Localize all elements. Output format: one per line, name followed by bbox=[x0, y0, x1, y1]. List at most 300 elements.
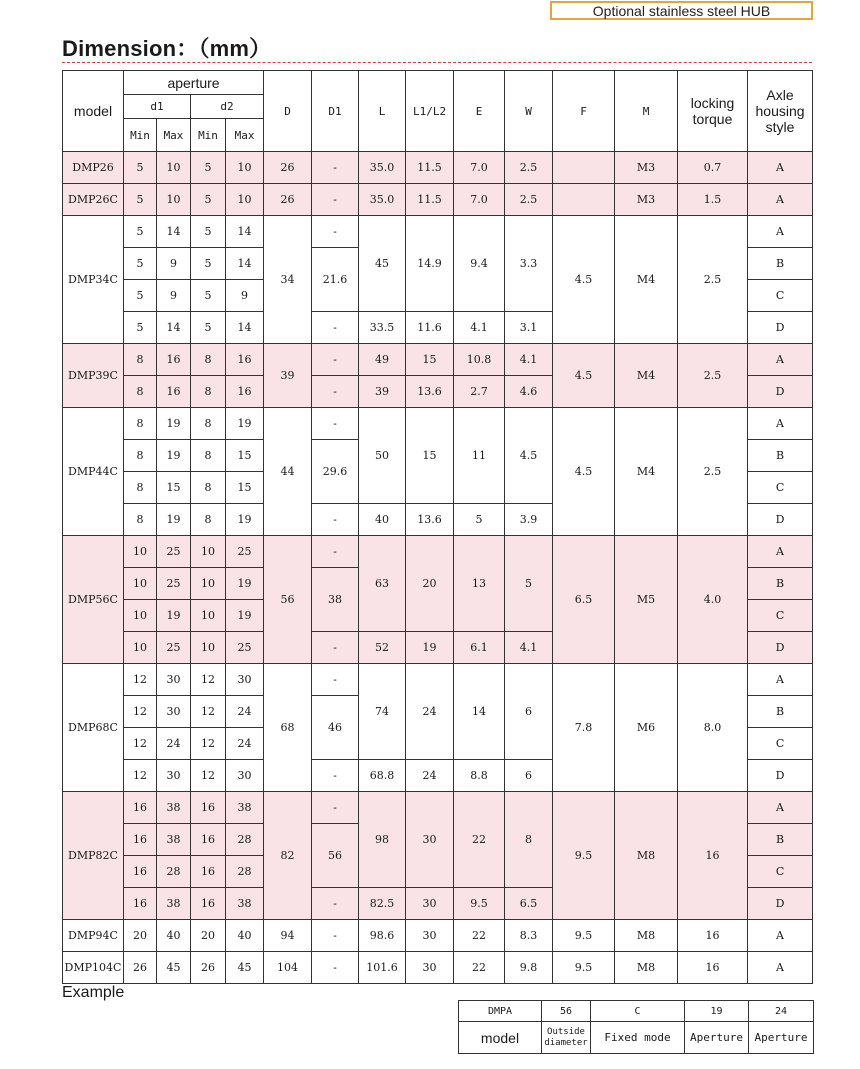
header-d2-max: Max bbox=[226, 119, 264, 152]
header-d1-max: Max bbox=[157, 119, 191, 152]
d2-max-cell: 30 bbox=[226, 760, 264, 792]
d2-min-cell: 5 bbox=[191, 184, 226, 216]
D1-cell: - bbox=[312, 536, 359, 568]
header-axle-housing-style: Axle housing style bbox=[748, 71, 813, 152]
F-cell: 4.5 bbox=[553, 216, 615, 344]
L1L2-cell: 11.5 bbox=[406, 152, 454, 184]
header-model: model bbox=[63, 71, 124, 152]
header-F: F bbox=[553, 71, 615, 152]
d1-max-cell: 38 bbox=[157, 888, 191, 920]
d2-max-cell: 25 bbox=[226, 632, 264, 664]
locking-torque-cell: 16 bbox=[678, 792, 748, 920]
d2-max-cell: 9 bbox=[226, 280, 264, 312]
d2-min-cell: 8 bbox=[191, 408, 226, 440]
axle-housing-style-cell: A bbox=[748, 184, 813, 216]
locking-torque-cell: 8.0 bbox=[678, 664, 748, 792]
M-cell: M4 bbox=[615, 216, 678, 344]
axle-housing-style-cell: B bbox=[748, 568, 813, 600]
D-cell: 82 bbox=[264, 792, 312, 920]
table-row bbox=[63, 536, 813, 568]
axle-housing-style-cell: D bbox=[748, 504, 813, 536]
d2-min-cell: 16 bbox=[191, 824, 226, 856]
d2-min-cell: 8 bbox=[191, 504, 226, 536]
W-cell: 3.9 bbox=[505, 504, 553, 536]
F-cell bbox=[553, 152, 615, 184]
example-aperture-2-value: 24 bbox=[749, 1001, 814, 1022]
L1L2-cell: 11.5 bbox=[406, 184, 454, 216]
D1-cell: 38 bbox=[312, 568, 359, 632]
L1L2-cell: 19 bbox=[406, 632, 454, 664]
L1L2-cell: 30 bbox=[406, 952, 454, 984]
M-cell: M3 bbox=[615, 152, 678, 184]
E-cell: 5 bbox=[454, 504, 505, 536]
axle-housing-style-cell: A bbox=[748, 792, 813, 824]
W-cell: 9.8 bbox=[505, 952, 553, 984]
d2-min-cell: 5 bbox=[191, 248, 226, 280]
L1L2-cell: 13.6 bbox=[406, 504, 454, 536]
E-cell: 10.8 bbox=[454, 344, 505, 376]
L-cell: 50 bbox=[359, 408, 406, 504]
D1-cell: - bbox=[312, 376, 359, 408]
E-cell: 22 bbox=[454, 920, 505, 952]
example-model-value: DMPA bbox=[459, 1001, 542, 1022]
axle-housing-style-cell: C bbox=[748, 472, 813, 504]
D1-cell: - bbox=[312, 664, 359, 696]
axle-housing-style-cell: A bbox=[748, 408, 813, 440]
D1-cell: - bbox=[312, 792, 359, 824]
W-cell: 8 bbox=[505, 792, 553, 888]
d2-max-cell: 16 bbox=[226, 344, 264, 376]
table-row bbox=[63, 792, 813, 824]
d1-min-cell: 8 bbox=[124, 504, 157, 536]
M-cell: M8 bbox=[615, 952, 678, 984]
d1-max-cell: 14 bbox=[157, 216, 191, 248]
d1-max-cell: 40 bbox=[157, 920, 191, 952]
locking-torque-cell: 2.5 bbox=[678, 344, 748, 408]
M-cell: M5 bbox=[615, 536, 678, 664]
d1-max-cell: 25 bbox=[157, 568, 191, 600]
d1-min-cell: 10 bbox=[124, 600, 157, 632]
D-cell: 104 bbox=[264, 952, 312, 984]
example-aperture-2-label: Aperture bbox=[749, 1022, 814, 1054]
L1L2-cell: 30 bbox=[406, 792, 454, 888]
locking-torque-cell: 2.5 bbox=[678, 408, 748, 536]
d1-max-cell: 28 bbox=[157, 856, 191, 888]
d2-max-cell: 25 bbox=[226, 536, 264, 568]
W-cell: 2.5 bbox=[505, 152, 553, 184]
d2-max-cell: 10 bbox=[226, 184, 264, 216]
E-cell: 8.8 bbox=[454, 760, 505, 792]
d1-min-cell: 5 bbox=[124, 184, 157, 216]
W-cell: 4.6 bbox=[505, 376, 553, 408]
example-fixed-mode-value: C bbox=[591, 1001, 685, 1022]
d1-min-cell: 5 bbox=[124, 312, 157, 344]
header-d2: d2 bbox=[191, 95, 264, 119]
d2-min-cell: 16 bbox=[191, 888, 226, 920]
d2-max-cell: 19 bbox=[226, 504, 264, 536]
d2-max-cell: 14 bbox=[226, 248, 264, 280]
header-d1-min: Min bbox=[124, 119, 157, 152]
d1-min-cell: 8 bbox=[124, 408, 157, 440]
d1-min-cell: 16 bbox=[124, 824, 157, 856]
D-cell: 68 bbox=[264, 664, 312, 792]
L-cell: 68.8 bbox=[359, 760, 406, 792]
d2-max-cell: 19 bbox=[226, 568, 264, 600]
axle-housing-style-cell: C bbox=[748, 728, 813, 760]
d1-min-cell: 12 bbox=[124, 760, 157, 792]
F-cell: 7.8 bbox=[553, 664, 615, 792]
header-W: W bbox=[505, 71, 553, 152]
header-d1: d1 bbox=[124, 95, 191, 119]
L-cell: 101.6 bbox=[359, 952, 406, 984]
D-cell: 44 bbox=[264, 408, 312, 536]
F-cell: 4.5 bbox=[553, 408, 615, 536]
d1-min-cell: 10 bbox=[124, 536, 157, 568]
locking-torque-cell: 2.5 bbox=[678, 216, 748, 344]
E-cell: 7.0 bbox=[454, 184, 505, 216]
F-cell bbox=[553, 184, 615, 216]
d1-min-cell: 5 bbox=[124, 248, 157, 280]
M-cell: M8 bbox=[615, 920, 678, 952]
locking-torque-cell: 16 bbox=[678, 920, 748, 952]
locking-torque-cell: 0.7 bbox=[678, 152, 748, 184]
page-title: Dimension：（mm） bbox=[62, 36, 272, 61]
E-cell: 22 bbox=[454, 792, 505, 888]
locking-torque-cell: 1.5 bbox=[678, 184, 748, 216]
header-D: D bbox=[264, 71, 312, 152]
header-M: M bbox=[615, 71, 678, 152]
F-cell: 9.5 bbox=[553, 952, 615, 984]
D1-cell: 46 bbox=[312, 696, 359, 760]
F-cell: 9.5 bbox=[553, 920, 615, 952]
d1-max-cell: 45 bbox=[157, 952, 191, 984]
L-cell: 35.0 bbox=[359, 184, 406, 216]
d1-max-cell: 15 bbox=[157, 472, 191, 504]
D-cell: 26 bbox=[264, 184, 312, 216]
model-cell: DMP39C bbox=[63, 344, 124, 408]
model-cell: DMP26 bbox=[63, 152, 124, 184]
E-cell: 13 bbox=[454, 536, 505, 632]
E-cell: 9.4 bbox=[454, 216, 505, 312]
F-cell: 4.5 bbox=[553, 344, 615, 408]
d1-max-cell: 30 bbox=[157, 696, 191, 728]
W-cell: 4.1 bbox=[505, 344, 553, 376]
model-cell: DMP94C bbox=[63, 920, 124, 952]
L-cell: 33.5 bbox=[359, 312, 406, 344]
d2-max-cell: 38 bbox=[226, 792, 264, 824]
L1L2-cell: 15 bbox=[406, 408, 454, 504]
d1-max-cell: 9 bbox=[157, 280, 191, 312]
model-cell: DMP104C bbox=[63, 952, 124, 984]
L1L2-cell: 14.9 bbox=[406, 216, 454, 312]
D1-cell: - bbox=[312, 920, 359, 952]
E-cell: 6.1 bbox=[454, 632, 505, 664]
model-cell: DMP34C bbox=[63, 216, 124, 344]
d1-min-cell: 8 bbox=[124, 344, 157, 376]
d2-max-cell: 15 bbox=[226, 440, 264, 472]
d2-min-cell: 10 bbox=[191, 632, 226, 664]
D-cell: 26 bbox=[264, 152, 312, 184]
d1-max-cell: 25 bbox=[157, 632, 191, 664]
d2-max-cell: 24 bbox=[226, 728, 264, 760]
model-cell: DMP44C bbox=[63, 408, 124, 536]
W-cell: 4.1 bbox=[505, 632, 553, 664]
d1-max-cell: 16 bbox=[157, 344, 191, 376]
header-E: E bbox=[454, 71, 505, 152]
D1-cell: - bbox=[312, 184, 359, 216]
E-cell: 2.7 bbox=[454, 376, 505, 408]
axle-housing-style-cell: B bbox=[748, 824, 813, 856]
example-outside-diameter-value: 56 bbox=[542, 1001, 591, 1022]
example-model-label: model bbox=[459, 1022, 542, 1054]
d2-min-cell: 16 bbox=[191, 792, 226, 824]
header-locking-torque: locking torque bbox=[678, 71, 748, 152]
W-cell: 4.5 bbox=[505, 408, 553, 504]
D1-cell: 56 bbox=[312, 824, 359, 888]
axle-housing-style-cell: A bbox=[748, 952, 813, 984]
L1L2-cell: 30 bbox=[406, 888, 454, 920]
d2-max-cell: 15 bbox=[226, 472, 264, 504]
axle-housing-style-cell: A bbox=[748, 344, 813, 376]
d2-max-cell: 16 bbox=[226, 376, 264, 408]
d2-min-cell: 8 bbox=[191, 344, 226, 376]
d1-min-cell: 12 bbox=[124, 696, 157, 728]
L1L2-cell: 13.6 bbox=[406, 376, 454, 408]
d2-max-cell: 14 bbox=[226, 216, 264, 248]
D1-cell: - bbox=[312, 152, 359, 184]
table-row bbox=[63, 344, 813, 376]
E-cell: 9.5 bbox=[454, 888, 505, 920]
L-cell: 45 bbox=[359, 216, 406, 312]
d1-max-cell: 30 bbox=[157, 760, 191, 792]
d1-min-cell: 8 bbox=[124, 440, 157, 472]
axle-housing-style-cell: C bbox=[748, 600, 813, 632]
d1-max-cell: 10 bbox=[157, 184, 191, 216]
L-cell: 63 bbox=[359, 536, 406, 632]
E-cell: 7.0 bbox=[454, 152, 505, 184]
axle-housing-style-cell: D bbox=[748, 632, 813, 664]
d2-min-cell: 26 bbox=[191, 952, 226, 984]
table-row bbox=[63, 920, 813, 952]
model-cell: DMP26C bbox=[63, 184, 124, 216]
header-L1L2: L1/L2 bbox=[406, 71, 454, 152]
d1-min-cell: 16 bbox=[124, 792, 157, 824]
d1-max-cell: 30 bbox=[157, 664, 191, 696]
L-cell: 52 bbox=[359, 632, 406, 664]
model-cell: DMP56C bbox=[63, 536, 124, 664]
d1-min-cell: 12 bbox=[124, 664, 157, 696]
L-cell: 74 bbox=[359, 664, 406, 760]
d1-min-cell: 26 bbox=[124, 952, 157, 984]
d1-max-cell: 14 bbox=[157, 312, 191, 344]
F-cell: 6.5 bbox=[553, 536, 615, 664]
axle-housing-style-cell: A bbox=[748, 216, 813, 248]
d2-min-cell: 8 bbox=[191, 440, 226, 472]
M-cell: M6 bbox=[615, 664, 678, 792]
axle-housing-style-cell: C bbox=[748, 856, 813, 888]
d2-min-cell: 5 bbox=[191, 280, 226, 312]
d2-min-cell: 12 bbox=[191, 760, 226, 792]
L-cell: 39 bbox=[359, 376, 406, 408]
d2-min-cell: 8 bbox=[191, 472, 226, 504]
d2-max-cell: 28 bbox=[226, 824, 264, 856]
axle-housing-style-cell: D bbox=[748, 888, 813, 920]
L-cell: 82.5 bbox=[359, 888, 406, 920]
d2-max-cell: 45 bbox=[226, 952, 264, 984]
d1-min-cell: 8 bbox=[124, 472, 157, 504]
d2-min-cell: 10 bbox=[191, 568, 226, 600]
E-cell: 4.1 bbox=[454, 312, 505, 344]
M-cell: M4 bbox=[615, 408, 678, 536]
title-divider bbox=[62, 62, 812, 63]
d2-max-cell: 38 bbox=[226, 888, 264, 920]
d2-min-cell: 20 bbox=[191, 920, 226, 952]
L-cell: 49 bbox=[359, 344, 406, 376]
L-cell: 35.0 bbox=[359, 152, 406, 184]
W-cell: 6.5 bbox=[505, 888, 553, 920]
d2-min-cell: 12 bbox=[191, 728, 226, 760]
W-cell: 2.5 bbox=[505, 184, 553, 216]
table-row bbox=[63, 152, 813, 184]
E-cell: 22 bbox=[454, 952, 505, 984]
d1-max-cell: 19 bbox=[157, 504, 191, 536]
table-row bbox=[63, 952, 813, 984]
table-row bbox=[63, 184, 813, 216]
header-d2-min: Min bbox=[191, 119, 226, 152]
optional-hub-badge: Optional stainless steel HUB bbox=[550, 1, 813, 20]
d1-min-cell: 5 bbox=[124, 152, 157, 184]
M-cell: M3 bbox=[615, 184, 678, 216]
d2-min-cell: 5 bbox=[191, 312, 226, 344]
d2-min-cell: 5 bbox=[191, 152, 226, 184]
model-cell: DMP82C bbox=[63, 792, 124, 920]
D-cell: 34 bbox=[264, 216, 312, 344]
table-row bbox=[63, 216, 813, 248]
example-fixed-mode-label: Fixed mode bbox=[591, 1022, 685, 1054]
d1-min-cell: 5 bbox=[124, 216, 157, 248]
axle-housing-style-cell: A bbox=[748, 536, 813, 568]
d2-max-cell: 24 bbox=[226, 696, 264, 728]
L-cell: 98.6 bbox=[359, 920, 406, 952]
d1-min-cell: 12 bbox=[124, 728, 157, 760]
axle-housing-style-cell: A bbox=[748, 152, 813, 184]
table-row bbox=[63, 664, 813, 696]
D1-cell: - bbox=[312, 216, 359, 248]
d1-max-cell: 38 bbox=[157, 824, 191, 856]
d2-min-cell: 10 bbox=[191, 600, 226, 632]
d1-max-cell: 19 bbox=[157, 600, 191, 632]
d2-max-cell: 40 bbox=[226, 920, 264, 952]
axle-housing-style-cell: A bbox=[748, 920, 813, 952]
d2-max-cell: 19 bbox=[226, 408, 264, 440]
d1-max-cell: 38 bbox=[157, 792, 191, 824]
D1-cell: - bbox=[312, 504, 359, 536]
header-D1: D1 bbox=[312, 71, 359, 152]
axle-housing-style-cell: B bbox=[748, 248, 813, 280]
header-L: L bbox=[359, 71, 406, 152]
D1-cell: - bbox=[312, 312, 359, 344]
d1-min-cell: 20 bbox=[124, 920, 157, 952]
model-cell: DMP68C bbox=[63, 664, 124, 792]
W-cell: 5 bbox=[505, 536, 553, 632]
example-table bbox=[458, 1000, 814, 1054]
d1-min-cell: 16 bbox=[124, 888, 157, 920]
d1-max-cell: 19 bbox=[157, 408, 191, 440]
d2-min-cell: 10 bbox=[191, 536, 226, 568]
d2-min-cell: 16 bbox=[191, 856, 226, 888]
axle-housing-style-cell: D bbox=[748, 376, 813, 408]
L1L2-cell: 24 bbox=[406, 664, 454, 760]
d1-min-cell: 5 bbox=[124, 280, 157, 312]
D1-cell: - bbox=[312, 632, 359, 664]
example-aperture-1-value: 19 bbox=[685, 1001, 749, 1022]
L1L2-cell: 15 bbox=[406, 344, 454, 376]
axle-housing-style-cell: B bbox=[748, 696, 813, 728]
d1-max-cell: 10 bbox=[157, 152, 191, 184]
D1-cell: - bbox=[312, 760, 359, 792]
locking-torque-cell: 16 bbox=[678, 952, 748, 984]
L1L2-cell: 24 bbox=[406, 760, 454, 792]
d2-max-cell: 19 bbox=[226, 600, 264, 632]
dimension-table bbox=[62, 70, 813, 984]
D-cell: 56 bbox=[264, 536, 312, 664]
F-cell: 9.5 bbox=[553, 792, 615, 920]
example-heading: Example bbox=[62, 984, 125, 1001]
L1L2-cell: 30 bbox=[406, 920, 454, 952]
locking-torque-cell: 4.0 bbox=[678, 536, 748, 664]
axle-housing-style-cell: D bbox=[748, 312, 813, 344]
table-row bbox=[63, 408, 813, 440]
d1-max-cell: 19 bbox=[157, 440, 191, 472]
header-aperture: aperture bbox=[124, 71, 264, 95]
axle-housing-style-cell: A bbox=[748, 664, 813, 696]
d2-max-cell: 14 bbox=[226, 312, 264, 344]
example-aperture-1-label: Aperture bbox=[685, 1022, 749, 1054]
D1-cell: 29.6 bbox=[312, 440, 359, 504]
D1-cell: 21.6 bbox=[312, 248, 359, 312]
d1-min-cell: 10 bbox=[124, 632, 157, 664]
D1-cell: - bbox=[312, 408, 359, 440]
d2-min-cell: 12 bbox=[191, 696, 226, 728]
W-cell: 3.1 bbox=[505, 312, 553, 344]
d2-max-cell: 30 bbox=[226, 664, 264, 696]
d1-max-cell: 25 bbox=[157, 536, 191, 568]
W-cell: 6 bbox=[505, 664, 553, 760]
W-cell: 6 bbox=[505, 760, 553, 792]
d1-max-cell: 24 bbox=[157, 728, 191, 760]
L1L2-cell: 20 bbox=[406, 536, 454, 632]
d2-max-cell: 28 bbox=[226, 856, 264, 888]
axle-housing-style-cell: C bbox=[748, 280, 813, 312]
D1-cell: - bbox=[312, 952, 359, 984]
axle-housing-style-cell: D bbox=[748, 760, 813, 792]
axle-housing-style-cell: B bbox=[748, 440, 813, 472]
D1-cell: - bbox=[312, 888, 359, 920]
d2-max-cell: 10 bbox=[226, 152, 264, 184]
D1-cell: - bbox=[312, 344, 359, 376]
d2-min-cell: 12 bbox=[191, 664, 226, 696]
example-outside-diameter-label: Outside diameter bbox=[542, 1022, 591, 1054]
L1L2-cell: 11.6 bbox=[406, 312, 454, 344]
W-cell: 3.3 bbox=[505, 216, 553, 312]
d2-min-cell: 5 bbox=[191, 216, 226, 248]
d1-max-cell: 16 bbox=[157, 376, 191, 408]
d1-min-cell: 10 bbox=[124, 568, 157, 600]
W-cell: 8.3 bbox=[505, 920, 553, 952]
M-cell: M4 bbox=[615, 344, 678, 408]
L-cell: 40 bbox=[359, 504, 406, 536]
M-cell: M8 bbox=[615, 792, 678, 920]
